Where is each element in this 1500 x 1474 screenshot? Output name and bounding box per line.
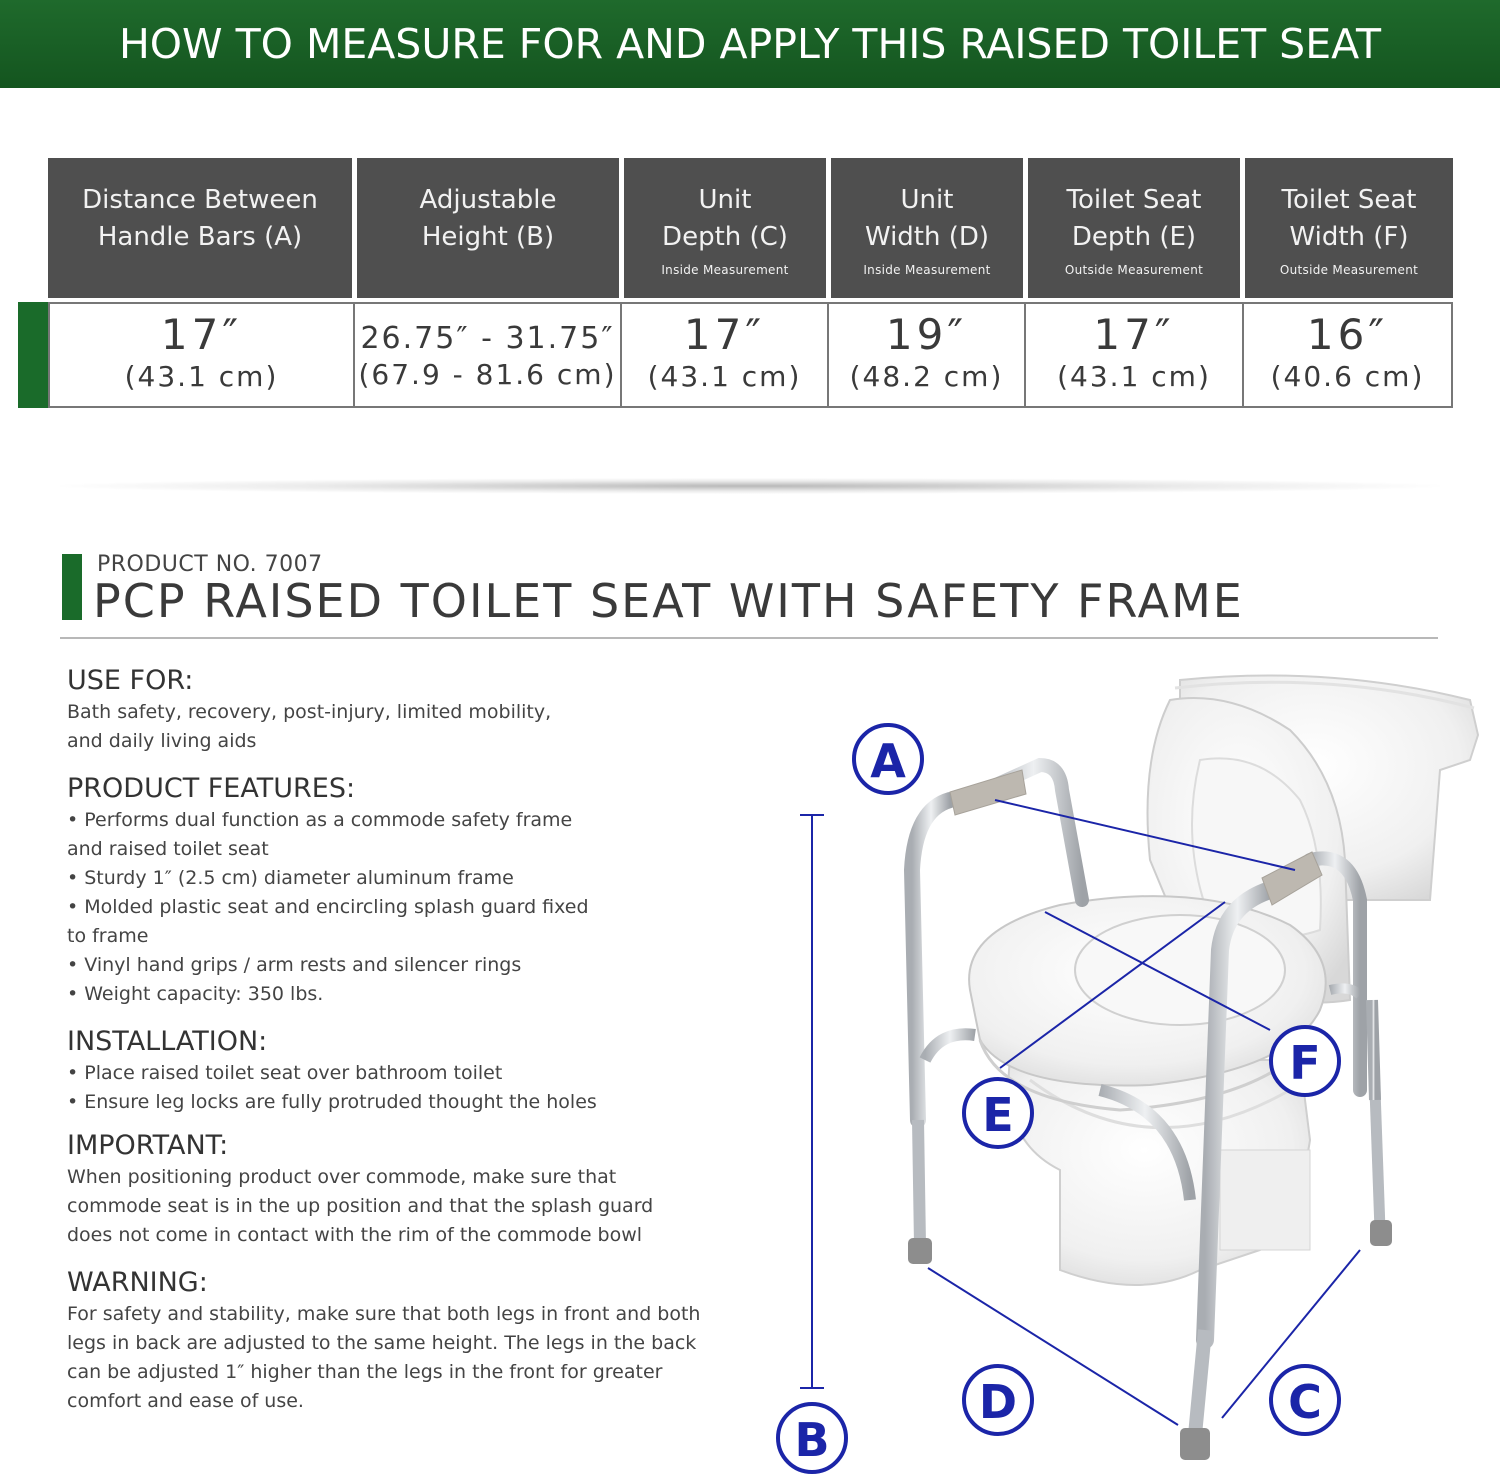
product-accent-bar: [62, 554, 82, 620]
feature-line: • Molded plastic seat and encircling splash guard fixed: [67, 896, 589, 918]
header-sublabel: Inside Measurement: [863, 263, 991, 277]
header-label: Toilet Seat Depth (E): [1066, 185, 1202, 252]
marker-a-icon: [854, 725, 922, 793]
value-cell-unit-width: [827, 302, 1026, 408]
warning-line: can be adjusted 1″ higher than the legs in the front for greater: [67, 1361, 663, 1383]
marker-f-icon: [1271, 1027, 1339, 1095]
product-title: PCP RAISED TOILET SEAT WITH SAFETY FRAME: [93, 574, 1244, 628]
value-inches: 17″: [683, 310, 766, 359]
value-inches: 16″: [1306, 310, 1389, 359]
feature-line: • Vinyl hand grips / arm rests and silencer rings: [67, 954, 522, 976]
marker-d-icon: [964, 1366, 1032, 1434]
marker-e-icon: [964, 1079, 1032, 1147]
spec-table: [48, 158, 1453, 410]
section-warning: [67, 1266, 767, 1416]
important-line: does not come in contact with the rim of the commode bowl: [67, 1224, 643, 1246]
section-heading: PRODUCT FEATURES:: [67, 773, 356, 804]
header-banner: [0, 0, 1500, 88]
value-inches: 17″: [160, 310, 243, 359]
value-cell-handle-distance: [48, 302, 355, 408]
important-line: When positioning product over commode, make sure that: [67, 1166, 617, 1188]
section-use-for: [67, 664, 767, 756]
value-cm: (43.1 cm): [647, 360, 802, 393]
header-label: Toilet Seat Width (F): [1281, 185, 1417, 252]
product-title-rule: [60, 637, 1438, 639]
section-important: [67, 1129, 767, 1250]
value-cell-seat-depth: [1024, 302, 1244, 408]
header-label: Unit Depth (C): [662, 185, 788, 252]
header-cell-unit-width: [831, 158, 1023, 298]
value-inches: 17″: [1093, 310, 1175, 359]
marker-f-label: F: [1289, 1036, 1321, 1090]
warning-line: comfort and ease of use.: [67, 1390, 304, 1412]
marker-c-icon: [1271, 1366, 1339, 1434]
important-line: commode seat is in the up position and that the splash guard: [67, 1195, 654, 1217]
marker-b-label: B: [794, 1413, 830, 1467]
header-cell-unit-depth: [624, 158, 826, 298]
section-installation: [67, 1025, 767, 1117]
value-cm: (48.2 cm): [849, 360, 1004, 393]
section-heading: IMPORTANT:: [67, 1130, 229, 1161]
section-heading: USE FOR:: [67, 665, 194, 696]
section-line: Bath safety, recovery, post-injury, limited mobility,: [67, 701, 552, 723]
section-heading: INSTALLATION:: [67, 1026, 268, 1057]
header-label: Unit Width (D): [864, 185, 990, 252]
warning-line: For safety and stability, make sure that both legs in front and both: [67, 1303, 701, 1325]
section-line: and daily living aids: [67, 730, 257, 752]
toilet-bowl: [1009, 1060, 1310, 1285]
marker-b-icon: [778, 1404, 846, 1472]
feature-line: • Sturdy 1″ (2.5 cm) diameter aluminum frame: [67, 867, 514, 889]
marker-d-label: D: [978, 1375, 1018, 1429]
banner-title: HOW TO MEASURE FOR AND APPLY THIS RAISED TOILET SEAT: [118, 20, 1382, 68]
header-label: Adjustable Height (B): [419, 185, 557, 252]
value-inches: 26.75″ - 31.75″: [360, 321, 615, 356]
install-line: • Ensure leg locks are fully protruded thought the holes: [67, 1091, 597, 1113]
value-inches: 19″: [885, 310, 968, 359]
install-line: • Place raised toilet seat over bathroom toilet: [67, 1062, 503, 1084]
section-divider: [60, 478, 1440, 494]
header-label: Distance Between Handle Bars (A): [82, 185, 318, 252]
product-number: PRODUCT NO. 7007: [97, 552, 323, 577]
header-sublabel: Outside Measurement: [1279, 263, 1419, 277]
table-accent-bar: [18, 302, 48, 408]
marker-e-label: E: [982, 1088, 1014, 1142]
warning-line: legs in back are adjusted to the same height. The legs in the back: [67, 1332, 697, 1354]
feature-line: • Weight capacity: 350 lbs.: [67, 983, 324, 1005]
value-cm: (67.9 - 81.6 cm): [358, 358, 617, 391]
product-info: [67, 664, 767, 1416]
header-cell-seat-depth: [1028, 158, 1240, 298]
header-cell-seat-width: [1245, 158, 1453, 298]
section-product-features: [67, 772, 767, 1009]
feature-line: and raised toilet seat: [67, 838, 269, 860]
value-cm: (43.1 cm): [124, 360, 279, 393]
value-cell-adjustable-height: [353, 302, 622, 408]
value-cell-unit-depth: [620, 302, 829, 408]
section-heading: WARNING:: [67, 1267, 208, 1298]
marker-c-label: C: [1288, 1375, 1322, 1429]
feature-line: to frame: [67, 925, 149, 947]
header-cell-adjustable-height: [357, 158, 619, 298]
marker-a-label: A: [870, 734, 906, 788]
value-cm: (40.6 cm): [1270, 360, 1425, 393]
header-sublabel: Inside Measurement: [661, 263, 789, 277]
header-sublabel: Outside Measurement: [1064, 263, 1204, 277]
header-cell-handle-distance: [48, 158, 352, 298]
value-cm: (43.1 cm): [1057, 360, 1211, 393]
feature-line: • Performs dual function as a commode safety frame: [67, 809, 573, 831]
value-cell-seat-width: [1242, 302, 1453, 408]
toilet-frame-illustration: [770, 660, 1500, 1474]
